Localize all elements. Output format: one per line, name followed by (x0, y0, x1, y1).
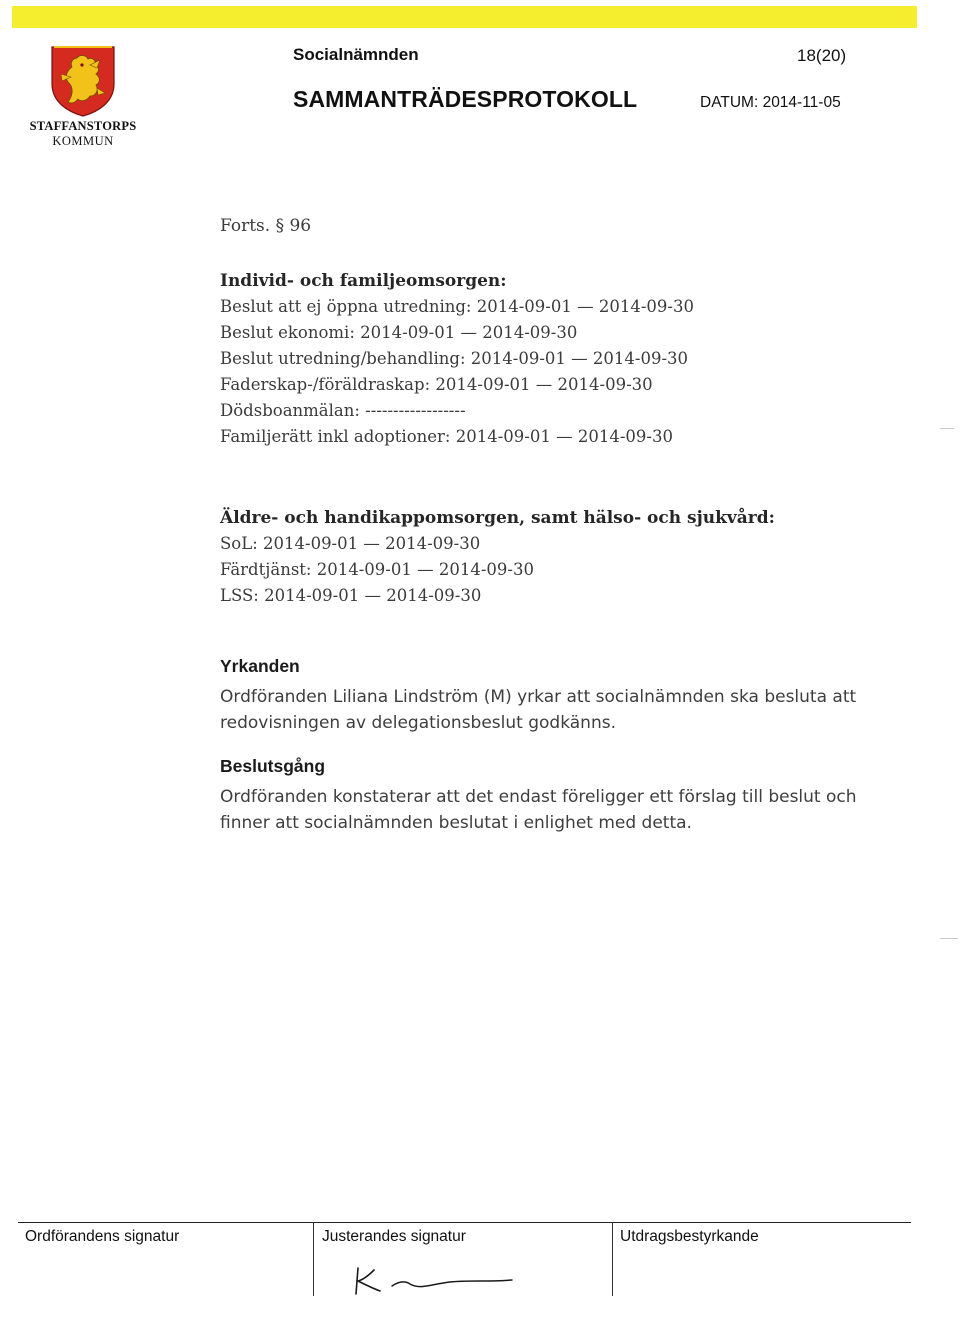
top-color-strip (12, 6, 917, 28)
yrkanden-paragraph: Ordföranden Liliana Lindström (M) yrkar att socialnämnden ska besluta att redovisningen av delegationsbeslut godkänns. (220, 687, 857, 733)
page-number: 18(20) (797, 46, 847, 65)
list-item: Familjerätt inkl adoptioner: 2014-09-01 — 2014-09-30 (220, 427, 673, 446)
municipality-name-line1: STAFFANSTORPS (29, 119, 137, 133)
list-item: Beslut ekonomi: 2014-09-01 — 2014-09-30 (220, 323, 578, 342)
municipality-name (22, 119, 144, 149)
beslutsgang-paragraph: Ordföranden konstaterar att det endast föreligger ett förslag till beslut och finner att socialnämnden beslutat i enlighet med detta. (220, 787, 857, 833)
chair-signature-label: Ordförandens signatur (25, 1228, 180, 1245)
list-item: Beslut utredning/behandling: 2014-09-01 — 2014-09-30 (220, 349, 689, 368)
organization-name: Socialnämnden (293, 45, 419, 64)
section-title: Äldre- och handikappomsorgen, samt hälso- och sjukvård: (220, 508, 775, 528)
municipality-name-line2: KOMMUN (52, 134, 114, 148)
section-individ-familjeomsorg (220, 268, 910, 450)
list-item: LSS: 2014-09-01 — 2014-09-30 (220, 586, 482, 605)
handwritten-signature (352, 1260, 522, 1300)
signature-rule (18, 1222, 911, 1223)
list-item: Dödsboanmälan: ------------------ (220, 401, 466, 420)
yrkanden-heading: Yrkanden (220, 656, 300, 676)
margin-mark (940, 428, 954, 429)
list-item: SoL: 2014-09-01 — 2014-09-30 (220, 534, 481, 553)
list-item: Beslut att ej öppna utredning: 2014-09-01 — 2014-09-30 (220, 297, 694, 316)
list-item: Färdtjänst: 2014-09-01 — 2014-09-30 (220, 560, 534, 579)
beslutsgang-heading: Beslutsgång (220, 756, 326, 776)
adjuster-signature-label: Justerandes signatur (322, 1228, 466, 1245)
signature-divider (612, 1222, 613, 1296)
document-date: DATUM: 2014-11-05 (700, 94, 841, 111)
municipal-coat-of-arms-icon (48, 44, 118, 118)
continuation-label: Forts. § 96 (220, 216, 312, 236)
list-item: Faderskap-/föräldraskap: 2014-09-01 — 2014-09-30 (220, 375, 653, 394)
margin-mark (940, 938, 958, 939)
certified-extract-label: Utdragsbestyrkande (620, 1228, 759, 1245)
document-title: SAMMANTRÄDESPROTOKOLL (293, 86, 638, 112)
section-aldre-handikappomsorg (220, 505, 910, 609)
signature-divider (313, 1222, 314, 1296)
section-title: Individ- och familjeomsorgen: (220, 271, 507, 291)
